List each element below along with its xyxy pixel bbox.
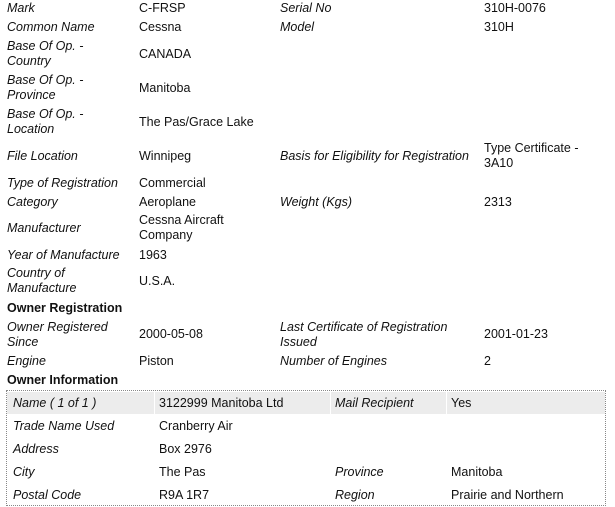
city-value: The Pas: [159, 465, 206, 479]
engine-label: Engine: [7, 354, 46, 368]
owner-row-address: [7, 438, 605, 460]
weight-label: Weight (Kgs): [280, 195, 353, 209]
eligibility-basis-value: Type Certificate - 3A10: [484, 141, 579, 170]
owner-row-city: [7, 461, 605, 483]
region-value: Prairie and Northern: [451, 488, 564, 502]
engine-count-label: Number of Engines: [280, 354, 388, 368]
postal-code-value: R9A 1R7: [159, 488, 210, 502]
category-label: Category: [7, 195, 58, 209]
manufacturer-value: Cessna Aircraft Company: [139, 213, 224, 242]
mark-value: C-FRSP: [139, 1, 186, 15]
owner-registration-heading: Owner Registration: [7, 301, 123, 315]
mail-recipient-label: Mail Recipient: [335, 396, 414, 410]
model-label: Model: [280, 20, 315, 34]
postal-code-label: Postal Code: [13, 488, 82, 502]
country-manufacture-value: U.S.A.: [139, 274, 176, 288]
province-value: Manitoba: [451, 465, 503, 479]
column-divider: [330, 392, 331, 414]
common-name-label: Common Name: [7, 20, 95, 34]
province-label: Province: [335, 465, 384, 479]
owner-row-trade-name: [7, 415, 605, 437]
owner-since-value: 2000-05-08: [139, 327, 203, 341]
year-label: Year of Manufacture: [7, 248, 120, 262]
address-value: Box 2976: [159, 442, 212, 456]
weight-value: 2313: [484, 195, 512, 209]
engine-count-value: 2: [484, 354, 491, 368]
mail-recipient-value: Yes: [451, 396, 472, 410]
city-label: City: [13, 465, 35, 479]
trade-name-value: Cranberry Air: [159, 419, 233, 433]
base-province-value: Manitoba: [139, 81, 191, 95]
file-location-label: File Location: [7, 149, 78, 163]
owner-name-label: Name ( 1 of 1 ): [13, 396, 97, 410]
owner-row-postal: [7, 484, 605, 506]
base-country-label: Base Of Op. - Country: [7, 39, 84, 68]
manufacturer-label: Manufacturer: [7, 221, 81, 235]
owner-information-heading: Owner Information: [7, 373, 119, 387]
category-value: Aeroplane: [139, 195, 196, 209]
registration-type-label: Type of Registration: [7, 176, 118, 190]
base-location-label: Base Of Op. - Location: [7, 107, 84, 136]
common-name-value: Cessna: [139, 20, 182, 34]
owner-row-name: [7, 392, 605, 414]
file-location-value: Winnipeg: [139, 149, 192, 163]
last-certificate-label: Last Certificate of Registration Issued: [280, 320, 448, 349]
model-value: 310H: [484, 20, 514, 34]
trade-name-label: Trade Name Used: [13, 419, 115, 433]
owner-information-table: [6, 390, 606, 506]
eligibility-basis-label: Basis for Eligibility for Registration: [280, 149, 469, 163]
column-divider: [446, 392, 447, 414]
owner-since-label: Owner Registered Since: [7, 320, 108, 349]
last-certificate-value: 2001-01-23: [484, 327, 548, 341]
year-value: 1963: [139, 248, 167, 262]
address-label: Address: [13, 442, 59, 456]
country-manufacture-label: Country of Manufacture: [7, 266, 77, 295]
column-divider: [154, 392, 155, 414]
base-location-value: The Pas/Grace Lake: [139, 115, 254, 129]
engine-value: Piston: [139, 354, 174, 368]
serial-no-value: 310H-0076: [484, 1, 546, 15]
base-country-value: CANADA: [139, 47, 192, 61]
base-province-label: Base Of Op. - Province: [7, 73, 84, 102]
owner-name-value: 3122999 Manitoba Ltd: [159, 396, 284, 410]
serial-no-label: Serial No: [280, 1, 332, 15]
mark-label: Mark: [7, 1, 35, 15]
region-label: Region: [335, 488, 375, 502]
registration-type-value: Commercial: [139, 176, 206, 190]
